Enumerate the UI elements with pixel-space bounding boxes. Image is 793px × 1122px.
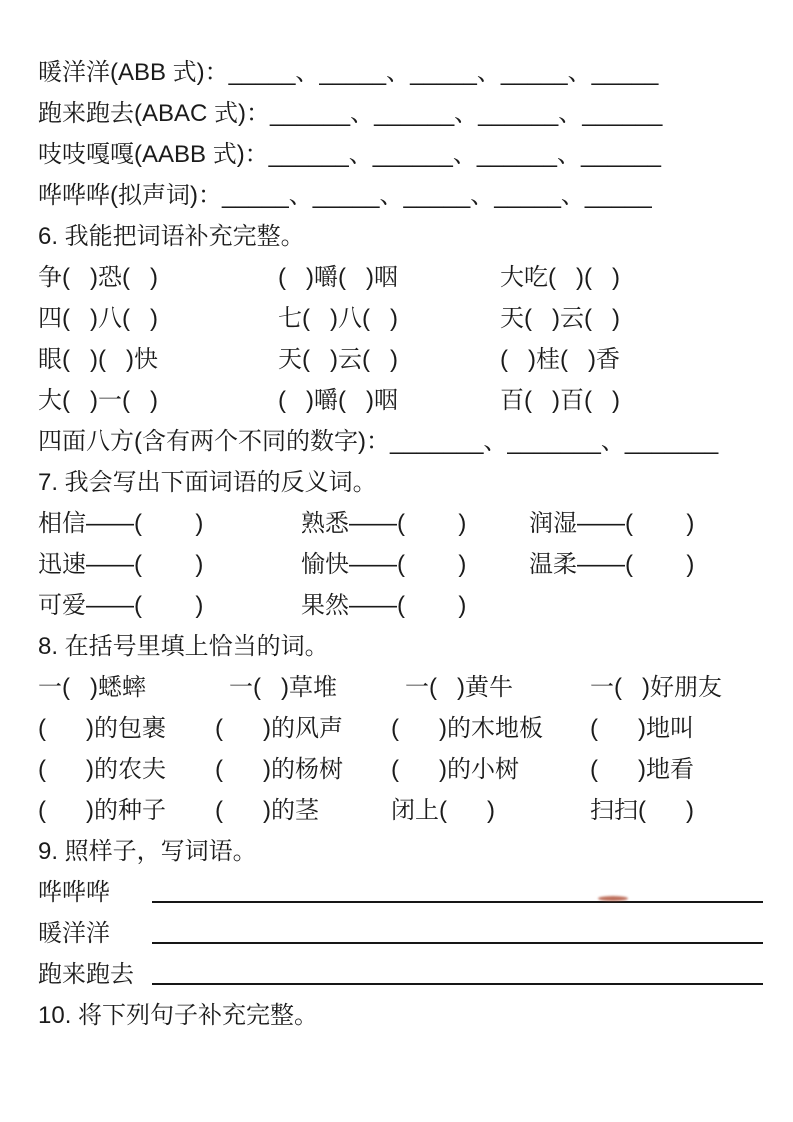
word-blank-item: 大吃( )( ) bbox=[500, 264, 620, 291]
q9-example-word: 暖洋洋 bbox=[38, 920, 110, 947]
q9-example-row-2 bbox=[38, 910, 763, 951]
phrase-blank-item: 闭上( ) bbox=[391, 797, 495, 824]
word-blank-item: 百( )百( ) bbox=[500, 387, 620, 414]
antonym-item: 温柔——( ) bbox=[529, 551, 695, 578]
word-blank-item: 四( )八( ) bbox=[38, 305, 158, 332]
phrase-blank-item: ( )的杨树 bbox=[215, 756, 343, 783]
phrase-blank-item: 一( )黄牛 bbox=[405, 674, 513, 701]
q8-title: 8. 在括号里填上恰当的词。 bbox=[38, 633, 329, 660]
q6-row-2 bbox=[38, 295, 763, 336]
phrase-blank-item: 扫扫( ) bbox=[590, 797, 694, 824]
q10-title: 10. 将下列句子补充完整。 bbox=[38, 1002, 319, 1029]
q9-title-row bbox=[38, 828, 763, 869]
answer-line bbox=[152, 901, 763, 903]
phrase-blank-item: 一( )好朋友 bbox=[590, 674, 722, 701]
word-blank-item: 天( )云( ) bbox=[278, 346, 398, 373]
pattern-row-abb-text: 暖洋洋(ABB 式)：_____、_____、_____、_____、_____ bbox=[38, 59, 659, 86]
antonym-item: 相信——( ) bbox=[38, 510, 204, 537]
q6-row-4 bbox=[38, 377, 763, 418]
phrase-blank-item: ( )的茎 bbox=[215, 797, 319, 824]
word-blank-item: 天( )云( ) bbox=[500, 305, 620, 332]
phrase-blank-item: ( )的木地板 bbox=[391, 715, 543, 742]
word-blank-item: ( )桂( )香 bbox=[500, 346, 620, 373]
q6-row-1 bbox=[38, 254, 763, 295]
phrase-blank-item: ( )地叫 bbox=[590, 715, 694, 742]
word-blank-item: 大( )一( ) bbox=[38, 387, 158, 414]
q7-row-2 bbox=[38, 541, 763, 582]
pattern-row-abb bbox=[38, 49, 763, 90]
q7-row-1 bbox=[38, 500, 763, 541]
q8-row-2 bbox=[38, 705, 763, 746]
phrase-blank-item: ( )的包裹 bbox=[38, 715, 166, 742]
answer-line bbox=[152, 983, 763, 985]
q9-example-row-1 bbox=[38, 869, 763, 910]
phrase-blank-item: ( )的种子 bbox=[38, 797, 166, 824]
phrase-blank-item: 一( )草堆 bbox=[229, 674, 337, 701]
word-blank-item: ( )嚼( )咽 bbox=[278, 387, 398, 414]
q7-row-3 bbox=[38, 582, 763, 623]
q9-title: 9. 照样子，写词语。 bbox=[38, 838, 257, 865]
pattern-row-aabb bbox=[38, 131, 763, 172]
pattern-row-onomatopoeia-text: 哗哗哗(拟声词)：_____、_____、_____、_____、_____ bbox=[38, 182, 652, 209]
word-blank-item: 争( )恐( ) bbox=[38, 264, 158, 291]
q6-title: 6. 我能把词语补充完整。 bbox=[38, 223, 305, 250]
word-blank-item: ( )嚼( )咽 bbox=[278, 264, 398, 291]
q6-row-3 bbox=[38, 336, 763, 377]
antonym-item: 果然——( ) bbox=[301, 592, 467, 619]
antonym-item: 愉快——( ) bbox=[301, 551, 467, 578]
red-ink-mark bbox=[598, 896, 628, 901]
pattern-row-abac-text: 跑来跑去(ABAC 式)：______、______、______、______ bbox=[38, 100, 663, 127]
q7-title: 7. 我会写出下面词语的反义词。 bbox=[38, 469, 377, 496]
antonym-item: 迅速——( ) bbox=[38, 551, 204, 578]
q7-title-row bbox=[38, 459, 763, 500]
q6-footer-text: 四面八方(含有两个不同的数字)：_______、_______、_______ bbox=[38, 428, 719, 455]
phrase-blank-item: 一( )蟋蟀 bbox=[38, 674, 146, 701]
answer-line bbox=[152, 942, 763, 944]
q8-row-4 bbox=[38, 787, 763, 828]
q9-example-word: 跑来跑去 bbox=[38, 961, 134, 988]
q9-example-word: 哗哗哗 bbox=[38, 879, 110, 906]
phrase-blank-item: ( )的小树 bbox=[391, 756, 519, 783]
pattern-row-onomatopoeia bbox=[38, 172, 763, 213]
pattern-row-abac bbox=[38, 90, 763, 131]
phrase-blank-item: ( )地看 bbox=[590, 756, 694, 783]
phrase-blank-item: ( )的风声 bbox=[215, 715, 343, 742]
antonym-item: 熟悉——( ) bbox=[301, 510, 467, 537]
q8-row-1 bbox=[38, 664, 763, 705]
word-blank-item: 七( )八( ) bbox=[278, 305, 398, 332]
antonym-item: 可爱——( ) bbox=[38, 592, 204, 619]
phrase-blank-item: ( )的农夫 bbox=[38, 756, 166, 783]
q6-title-row bbox=[38, 213, 763, 254]
q6-footer-row bbox=[38, 418, 763, 459]
pattern-row-aabb-text: 吱吱嘎嘎(AABB 式)：______、______、______、______ bbox=[38, 141, 662, 168]
word-blank-item: 眼( )( )快 bbox=[38, 346, 158, 373]
q8-row-3 bbox=[38, 746, 763, 787]
antonym-item: 润湿——( ) bbox=[529, 510, 695, 537]
q10-title-row bbox=[38, 992, 763, 1033]
q8-title-row bbox=[38, 623, 763, 664]
q9-example-row-3 bbox=[38, 951, 763, 992]
